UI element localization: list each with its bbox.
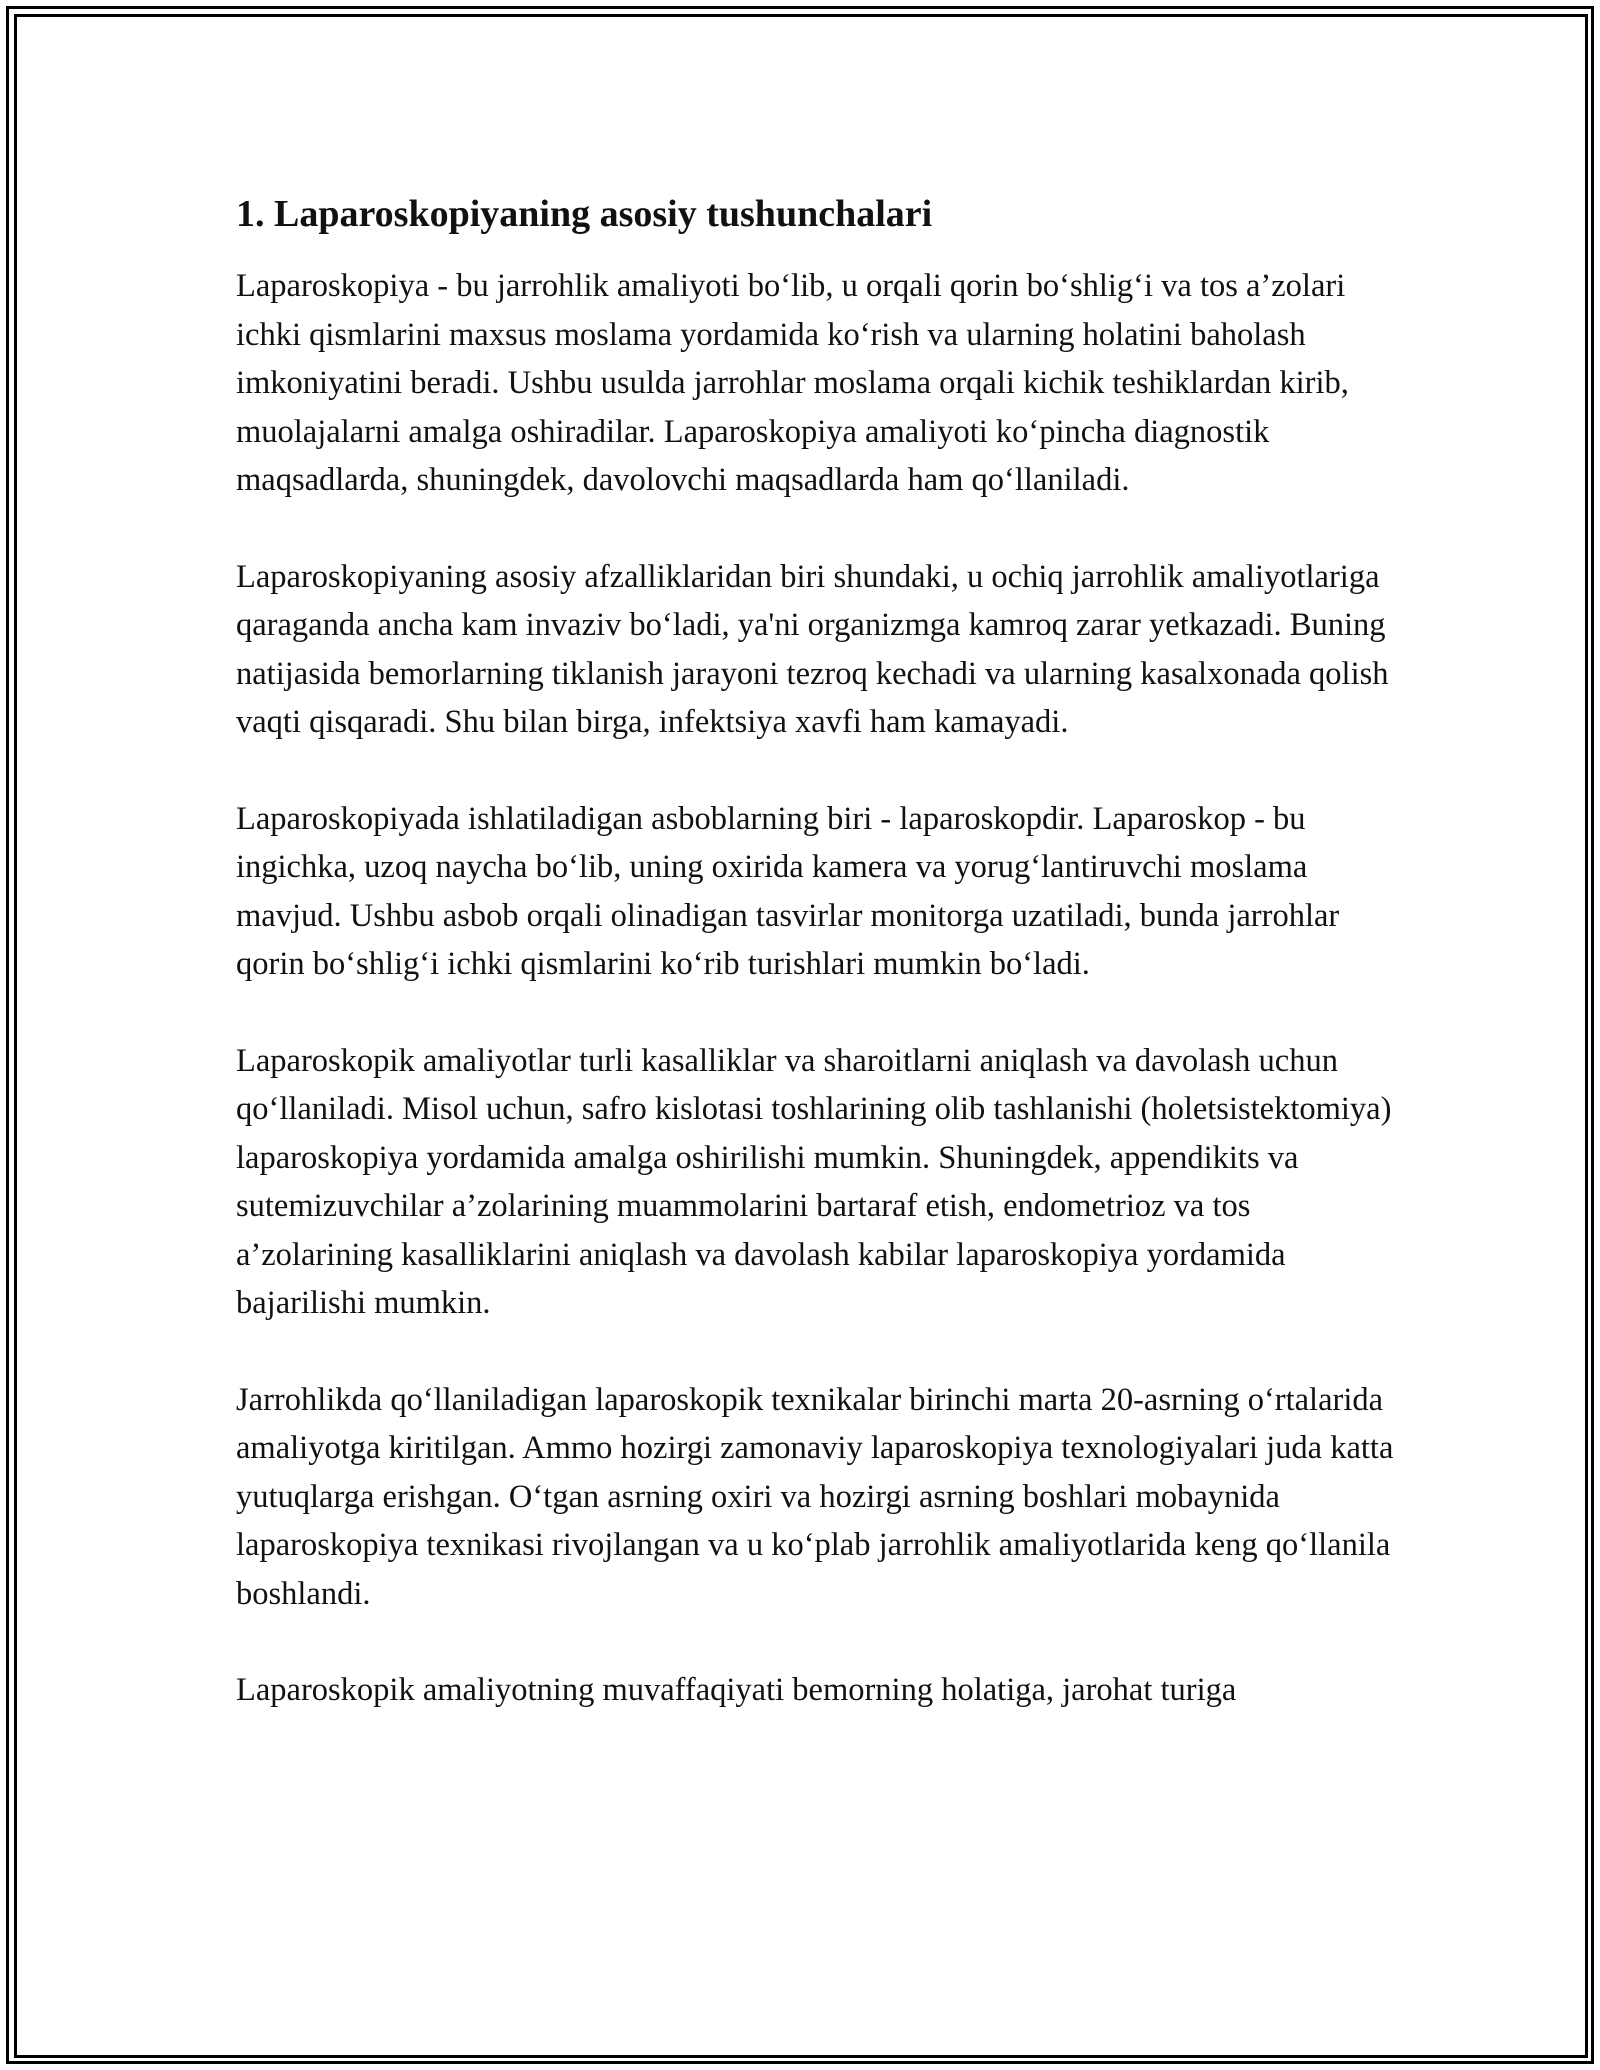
- paragraph-advantages: Laparoskopiyaning asosiy afzalliklaridan biri shundaki, u ochiq jarrohlik amaliyotlariga qaraganda ancha kam invaziv bo‘ladi, ya'ni organizmga kamroq zarar yetkazadi. Buning natijasida bemorlarning tiklanish jarayoni tezroq kechadi va ularning kasalxonada qolish vaqti qisqaradi. Shu bilan birga, infektsiya xavfi ham kamayadi.: [236, 558, 1389, 740]
- paragraph-definition: Laparoskopiya - bu jarrohlik amaliyoti bo‘lib, u orqali qorin bo‘shlig‘i va tos a’zolari ichki qismlarini maxsus moslama yordamida ko‘rish va ularning holatini baholash imkoniyatini beradi. Ushbu usulda jarrohlar moslama orqali kichik teshiklardan kirib, muolajalarni amalga oshiradilar. Laparoskopiya amaliyoti ko‘pincha diagnostik maqsadlarda, shuningdek, davolovchi maqsadlarda ham qo‘llaniladi.: [236, 268, 1349, 498]
- document-body: [236, 186, 1406, 1715]
- paragraph-success-factors: Laparoskopik amaliyotning muvaffaqiyati bemorning holatiga, jarohat turiga: [236, 1672, 1237, 1708]
- paragraph-applications: Laparoskopik amaliyotlar turli kasalliklar va sharoitlarni aniqlash va davolash uchun qo‘llaniladi. Misol uchun, safro kislotasi toshlarining olib tashlanishi (holetsistektomiya) laparoskopiya yordamida amalga oshirilishi mumkin. Shuningdek, appendikits va sutemizuvchilar a’zolarining muammolarini bartaraf etish, endometrioz va tos a’zolarining kasalliklarini aniqlash va davolash kabilar laparoskopiya yordamida bajarilishi mumkin.: [236, 1042, 1392, 1321]
- paragraph-laparoscope: Laparoskopiyada ishlatiladigan asboblarning biri - laparoskopdir. Laparoskop - bu ingichka, uzoq naycha bo‘lib, uning oxirida kamera va yorug‘lantiruvchi moslama mavjud. Ushbu asbob orqali olinadigan tasvirlar monitorga uzatiladi, bunda jarrohlar qorin bo‘shlig‘i ichki qismlarini ko‘rib turishlari mumkin bo‘ladi.: [236, 800, 1340, 982]
- paragraph-history: Jarrohlikda qo‘llaniladigan laparoskopik texnikalar birinchi marta 20-asrning o‘rtalarida amaliyotga kiritilgan. Ammo hozirgi zamonaviy laparoskopiya texnologiyalari juda katta yutuqlarga erishgan. O‘tgan asrning oxiri va hozirgi asrning boshlari mobaynida laparoskopiya texnikasi rivojlangan va u ko‘plab jarrohlik amaliyotlarida keng qo‘llanila boshlandi.: [236, 1381, 1394, 1612]
- section-heading: 1. Laparoskopiyaning asosiy tushunchalari: [236, 193, 933, 235]
